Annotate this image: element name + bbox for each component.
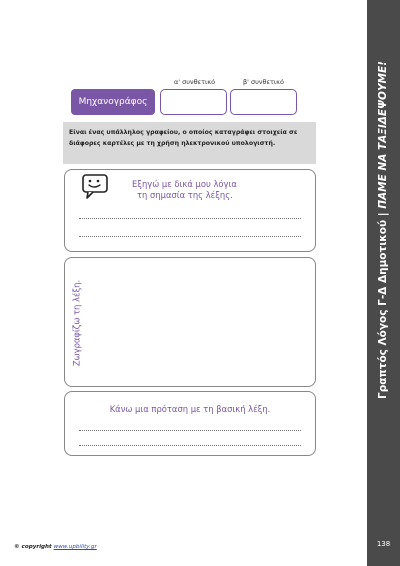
- second-compound-box[interactable]: [230, 89, 297, 115]
- answer-line[interactable]: [79, 445, 301, 446]
- answer-line[interactable]: [79, 236, 301, 237]
- answer-line[interactable]: [79, 218, 301, 219]
- answer-line[interactable]: [79, 430, 301, 431]
- explain-line-2: τη σημασία της λέξης.: [137, 189, 233, 200]
- draw-panel[interactable]: [64, 257, 316, 387]
- first-compound-box[interactable]: [160, 89, 227, 115]
- copyright-text: © copyright: [14, 544, 54, 550]
- sentence-label: Κάνω μια πρόταση με τη βασική λέξη.: [109, 404, 271, 414]
- definition-text: Είναι ένας υπάλληλος γραφείου, ο οποίος καταγράφει στοιχεία σε διάφορες καρτέλες με τη χρήση ηλεκτρονικού υπολογιστή.: [63, 122, 316, 164]
- first-compound-label: α' συνθετικό: [174, 78, 216, 86]
- explain-line-1: Εξηγώ με δικά μου λόγια: [132, 179, 237, 189]
- copyright: [14, 544, 97, 550]
- sentence-panel: [64, 391, 316, 456]
- sidebar-title: [377, 61, 389, 399]
- page-number: 138: [376, 540, 391, 548]
- speech-bubble-icon: [82, 174, 110, 204]
- sidebar-title-text: Γραπτός Λόγος Γ-Δ Δημοτικού |: [377, 208, 389, 399]
- website-link[interactable]: www.upbility.gr: [53, 544, 97, 550]
- explain-label: [132, 179, 237, 201]
- second-compound-label: β' συνθετικό: [243, 78, 284, 86]
- word-box: Μηχανογράφος: [71, 89, 155, 115]
- sidebar-subtitle: ΠΑΜΕ ΝΑ ΤΑΞΙΔΕΨΟΥΜΕ!: [377, 61, 389, 209]
- explain-panel: [64, 169, 316, 252]
- draw-label: Ζωγραφίζω τη λέξη.: [71, 279, 82, 367]
